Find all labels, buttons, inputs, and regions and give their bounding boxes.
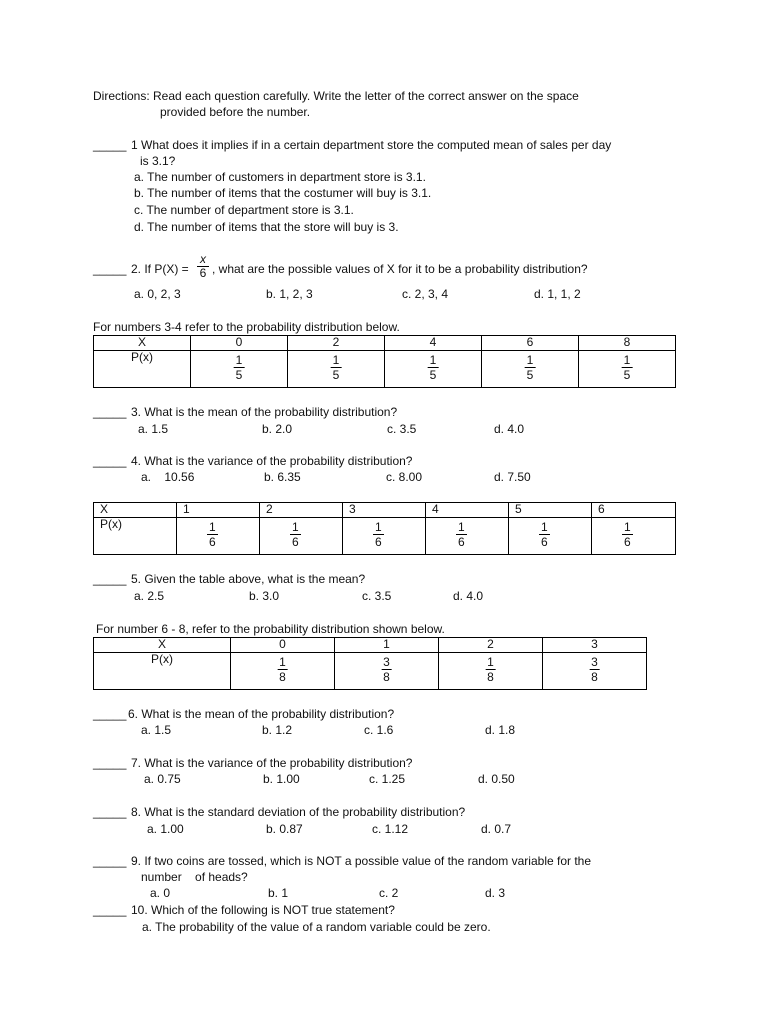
answer-blank-q9[interactable]: _____ bbox=[93, 854, 127, 868]
table-1-prob-cell bbox=[482, 351, 579, 388]
question-9-option-b: b. 1 bbox=[268, 886, 289, 900]
probability-table-1 bbox=[93, 335, 676, 388]
question-8-text: 8. What is the standard deviation of the probability distribution? bbox=[131, 805, 466, 819]
fraction-numerator: 1 bbox=[526, 353, 534, 367]
fraction-numerator: 1 bbox=[292, 520, 299, 534]
table-3-x-label: X bbox=[94, 638, 231, 653]
question-7-option-b: b. 1.00 bbox=[263, 772, 300, 786]
question-10-option-a: a. The probability of the value of a random variable could be zero. bbox=[142, 920, 491, 934]
table-2-x-row bbox=[94, 503, 676, 518]
table-1-x-value: 0 bbox=[191, 336, 288, 351]
table-2-x-value: 1 bbox=[177, 503, 260, 518]
table-2-x-value: 3 bbox=[343, 503, 426, 518]
fraction-denominator: 5 bbox=[526, 368, 534, 382]
fraction-denominator: 6 bbox=[624, 535, 631, 549]
fraction-denominator: 8 bbox=[487, 670, 494, 684]
fraction-numerator: 1 bbox=[209, 520, 216, 534]
table-2-x-value: 4 bbox=[426, 503, 509, 518]
question-3-option-b: b. 2.0 bbox=[262, 422, 293, 436]
fraction-denominator: 6 bbox=[458, 535, 465, 549]
question-7-option-a: a. 0.75 bbox=[144, 772, 181, 786]
fraction-numerator: 3 bbox=[383, 655, 390, 669]
question-4-option-d: d. 7.50 bbox=[494, 470, 531, 484]
question-5-option-d: d. 4.0 bbox=[453, 589, 484, 603]
table-3-x-row bbox=[94, 638, 647, 653]
question-9-option-a: a. 0 bbox=[150, 886, 171, 900]
table-3-prob-cell bbox=[543, 653, 647, 690]
table-1-x-label: X bbox=[94, 336, 191, 351]
fraction-numerator: 1 bbox=[623, 353, 631, 367]
question-5-option-a: a. 2.5 bbox=[134, 589, 165, 603]
table-2-p-label: P(x) bbox=[94, 518, 177, 555]
directions-line-2: provided before the number. bbox=[160, 105, 311, 119]
table-1-x-value: 2 bbox=[288, 336, 385, 351]
question-1-option-a: a. The number of customers in department store is 3.1. bbox=[134, 170, 426, 184]
answer-blank-q3[interactable]: _____ bbox=[93, 405, 127, 419]
fraction-denominator: 6 bbox=[292, 535, 299, 549]
fraction-numerator: 1 bbox=[279, 655, 286, 669]
answer-blank-q6[interactable]: _____ bbox=[93, 707, 127, 721]
answer-blank-q1[interactable]: _____ bbox=[93, 138, 127, 152]
table-2-prob-cell bbox=[592, 518, 676, 555]
table-1-p-row bbox=[94, 351, 676, 388]
table-1-prob-cell bbox=[288, 351, 385, 388]
question-6-option-d: d. 1.8 bbox=[485, 723, 516, 737]
table-2-prob-cell bbox=[426, 518, 509, 555]
probability-table-3 bbox=[93, 637, 647, 690]
table-2-p-row bbox=[94, 518, 676, 555]
question-7-text: 7. What is the variance of the probability distribution? bbox=[131, 756, 413, 770]
fraction-numerator: 1 bbox=[375, 520, 382, 534]
question-6-text: 6. What is the mean of the probability distribution? bbox=[128, 707, 395, 721]
question-4-option-c: c. 8.00 bbox=[386, 470, 423, 484]
fraction-denominator: 5 bbox=[429, 368, 437, 382]
answer-blank-q2[interactable]: _____ bbox=[93, 262, 127, 276]
table-3-prob-cell bbox=[439, 653, 543, 690]
table-1-prob-cell bbox=[579, 351, 676, 388]
fraction-denominator: 8 bbox=[383, 670, 390, 684]
question-5-option-c: c. 3.5 bbox=[362, 589, 392, 603]
fraction-numerator: 1 bbox=[458, 520, 465, 534]
table-3-p-label: P(x) bbox=[94, 653, 231, 690]
fraction-denominator: 6 bbox=[541, 535, 548, 549]
table-1-prob-cell bbox=[191, 351, 288, 388]
table-3-x-value: 0 bbox=[231, 638, 335, 653]
table-2-prob-cell bbox=[343, 518, 426, 555]
fraction-denominator: 8 bbox=[591, 670, 598, 684]
question-6-option-b: b. 1.2 bbox=[262, 723, 293, 737]
question-3-option-a: a. 1.5 bbox=[138, 422, 169, 436]
question-1-option-d: d. The number of items that the store will buy is 3. bbox=[134, 220, 399, 234]
question-2-prefix: 2. If P(X) = bbox=[131, 262, 189, 276]
table-3-p-row bbox=[94, 653, 647, 690]
fraction-denominator: 6 bbox=[199, 266, 207, 280]
fraction-numerator: 1 bbox=[332, 353, 340, 367]
question-4-text: 4. What is the variance of the probability distribution? bbox=[131, 454, 413, 468]
question-4-option-b: b. 6.35 bbox=[264, 470, 301, 484]
question-3-option-c: c. 3.5 bbox=[387, 422, 417, 436]
question-2-option-c: c. 2, 3, 4 bbox=[402, 287, 449, 301]
probability-table-2 bbox=[93, 502, 676, 555]
answer-blank-q8[interactable]: _____ bbox=[93, 805, 127, 819]
fraction-denominator: 5 bbox=[235, 368, 243, 382]
question-1-option-c: c. The number of department store is 3.1. bbox=[134, 203, 354, 217]
question-6-option-c: c. 1.6 bbox=[364, 723, 394, 737]
question-9-text: 9. If two coins are tossed, which is NOT a possible value of the random variable for the bbox=[131, 854, 592, 868]
question-2-suffix: , what are the possible values of X for it to be a probability distribution? bbox=[212, 262, 588, 276]
question-1-option-b: b. The number of items that the costumer will buy is 3.1. bbox=[134, 186, 432, 200]
question-1-text-cont: is 3.1? bbox=[140, 154, 176, 168]
fraction-numerator: 1 bbox=[429, 353, 437, 367]
table-3-x-value: 2 bbox=[439, 638, 543, 653]
fraction-denominator: 6 bbox=[209, 535, 216, 549]
table-2-prob-cell bbox=[177, 518, 260, 555]
directions-line-1: Directions: Read each question carefully. Write the letter of the correct answer on the space bbox=[93, 89, 579, 103]
answer-blank-q7[interactable]: _____ bbox=[93, 756, 127, 770]
fraction-numerator: 1 bbox=[541, 520, 548, 534]
question-2-fraction bbox=[197, 253, 209, 280]
fraction-numerator: x bbox=[200, 252, 206, 266]
table-2-x-value: 6 bbox=[592, 503, 676, 518]
table-1-prob-cell bbox=[385, 351, 482, 388]
table-2-x-value: 2 bbox=[260, 503, 343, 518]
question-7-option-d: d. 0.50 bbox=[478, 772, 515, 786]
answer-blank-q5[interactable]: _____ bbox=[93, 572, 127, 586]
fraction-numerator: 1 bbox=[624, 520, 631, 534]
question-8-option-c: c. 1.12 bbox=[372, 822, 409, 836]
question-8-option-b: b. 0.87 bbox=[266, 822, 303, 836]
table-1-intro: For numbers 3-4 refer to the probability distribution below. bbox=[93, 320, 400, 334]
table-3-prob-cell bbox=[335, 653, 439, 690]
fraction-numerator: 3 bbox=[591, 655, 598, 669]
table-3-x-value: 1 bbox=[335, 638, 439, 653]
table-2-x-label: X bbox=[94, 503, 177, 518]
question-2-option-d: d. 1, 1, 2 bbox=[534, 287, 581, 301]
fraction-denominator: 8 bbox=[279, 670, 286, 684]
question-2-option-a: a. 0, 2, 3 bbox=[134, 287, 181, 301]
fraction-numerator: 1 bbox=[235, 353, 243, 367]
table-1-p-label: P(x) bbox=[94, 351, 191, 388]
question-4-option-a: a. 10.56 bbox=[141, 470, 195, 484]
question-5-text: 5. Given the table above, what is the mean? bbox=[131, 572, 366, 586]
question-8-option-a: a. 1.00 bbox=[147, 822, 184, 836]
fraction-denominator: 5 bbox=[332, 368, 340, 382]
question-2-option-b: b. 1, 2, 3 bbox=[266, 287, 313, 301]
table-2-prob-cell bbox=[509, 518, 592, 555]
fraction-denominator: 6 bbox=[375, 535, 382, 549]
table-3-x-value: 3 bbox=[543, 638, 647, 653]
question-3-text: 3. What is the mean of the probability distribution? bbox=[131, 405, 398, 419]
question-3-option-d: d. 4.0 bbox=[494, 422, 525, 436]
question-9-text-cont: number of heads? bbox=[141, 870, 248, 884]
table-1-x-value: 4 bbox=[385, 336, 482, 351]
fraction-numerator: 1 bbox=[487, 655, 494, 669]
answer-blank-q10[interactable]: _____ bbox=[93, 903, 127, 917]
question-10-text: 10. Which of the following is NOT true statement? bbox=[131, 903, 395, 917]
table-3-intro: For number 6 - 8, refer to the probability distribution shown below. bbox=[96, 622, 445, 636]
table-2-prob-cell bbox=[260, 518, 343, 555]
table-1-x-value: 6 bbox=[482, 336, 579, 351]
question-6-option-a: a. 1.5 bbox=[141, 723, 172, 737]
question-9-option-c: c. 2 bbox=[379, 886, 399, 900]
answer-blank-q4[interactable]: _____ bbox=[93, 454, 127, 468]
question-1-text: 1 What does it implies if in a certain department store the computed mean of sales per day bbox=[131, 138, 612, 152]
question-9-option-d: d. 3 bbox=[485, 886, 506, 900]
table-2-x-value: 5 bbox=[509, 503, 592, 518]
fraction-denominator: 5 bbox=[623, 368, 631, 382]
question-7-option-c: c. 1.25 bbox=[369, 772, 406, 786]
table-3-prob-cell bbox=[231, 653, 335, 690]
question-5-option-b: b. 3.0 bbox=[249, 589, 280, 603]
table-1-x-row bbox=[94, 336, 676, 351]
question-8-option-d: d. 0.7 bbox=[481, 822, 512, 836]
table-1-x-value: 8 bbox=[579, 336, 676, 351]
